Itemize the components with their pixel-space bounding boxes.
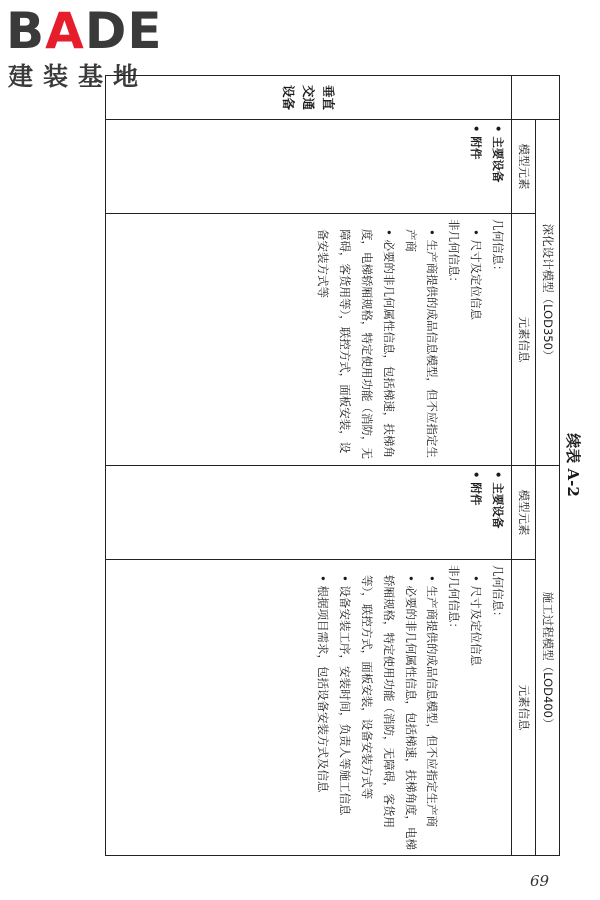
logo-chinese-text: 建装基地 bbox=[8, 62, 149, 91]
info-line: • 尺寸及定位信息 bbox=[469, 229, 484, 320]
col-header-model-element: 模型元素 bbox=[512, 466, 536, 560]
group-header-lod400: 施工过程模型（LOD400） bbox=[536, 466, 560, 856]
col-header-element-info: 元素信息 bbox=[512, 560, 536, 856]
lod350-element-info bbox=[106, 214, 512, 466]
list-item: • 附件 bbox=[469, 471, 484, 506]
col-header-element-info: 元素信息 bbox=[512, 214, 536, 466]
list-item: • 主要设备 bbox=[491, 471, 505, 529]
corner-cell bbox=[512, 76, 560, 120]
info-line: • 根据项目需求，包括设备安装方式及信息 bbox=[316, 575, 331, 793]
info-line: • 必要的非几何属性信息，包括梯速，扶梯角度，电梯轿厢规格，特定使用功能（消防，无障碍，客货用等），联控方式，面板安装，设备安装方式等 bbox=[316, 229, 396, 459]
row-header-vertical-transport: 垂直交通设备 bbox=[106, 76, 512, 120]
list-item: • 主要设备 bbox=[491, 125, 505, 183]
page-number: 69 bbox=[530, 872, 550, 890]
info-line: • 生产商提供的成品信息模型，但不应指定生产商 bbox=[425, 575, 440, 827]
info-line: 非几何信息： bbox=[447, 219, 462, 288]
info-line: • 尺寸及定位信息 bbox=[469, 575, 484, 666]
info-line: • 生产商提供的成品信息模型，但不应指定生产商 bbox=[403, 229, 440, 458]
logo-wordmark: BADE bbox=[6, 2, 163, 60]
list-item: • 附件 bbox=[469, 125, 484, 160]
info-line: • 必要的非几何属性信息，包括梯速，扶梯角度，电梯轿厢规格，特定使用功能（消防，无障碍，客货用等），联控方式，面板安装，设备安装方式等 bbox=[359, 575, 418, 850]
info-line: • 设备安装工序，安装时间，负责人等施工信息 bbox=[338, 575, 353, 816]
group-header-lod350: 深化设计模型（LOD350） bbox=[536, 120, 560, 466]
info-line: 几何信息： bbox=[491, 565, 505, 623]
lod400-model-elements bbox=[106, 466, 512, 560]
lod400-element-info bbox=[106, 560, 512, 856]
info-line: 非几何信息： bbox=[447, 565, 462, 635]
info-line: 几何信息： bbox=[491, 219, 505, 277]
col-header-model-element: 模型元素 bbox=[512, 120, 536, 214]
table-caption: 续表 A-2 bbox=[564, 433, 582, 497]
lod350-model-elements bbox=[106, 120, 512, 214]
rotated-table-page bbox=[100, 75, 590, 855]
lod-table bbox=[105, 75, 560, 856]
